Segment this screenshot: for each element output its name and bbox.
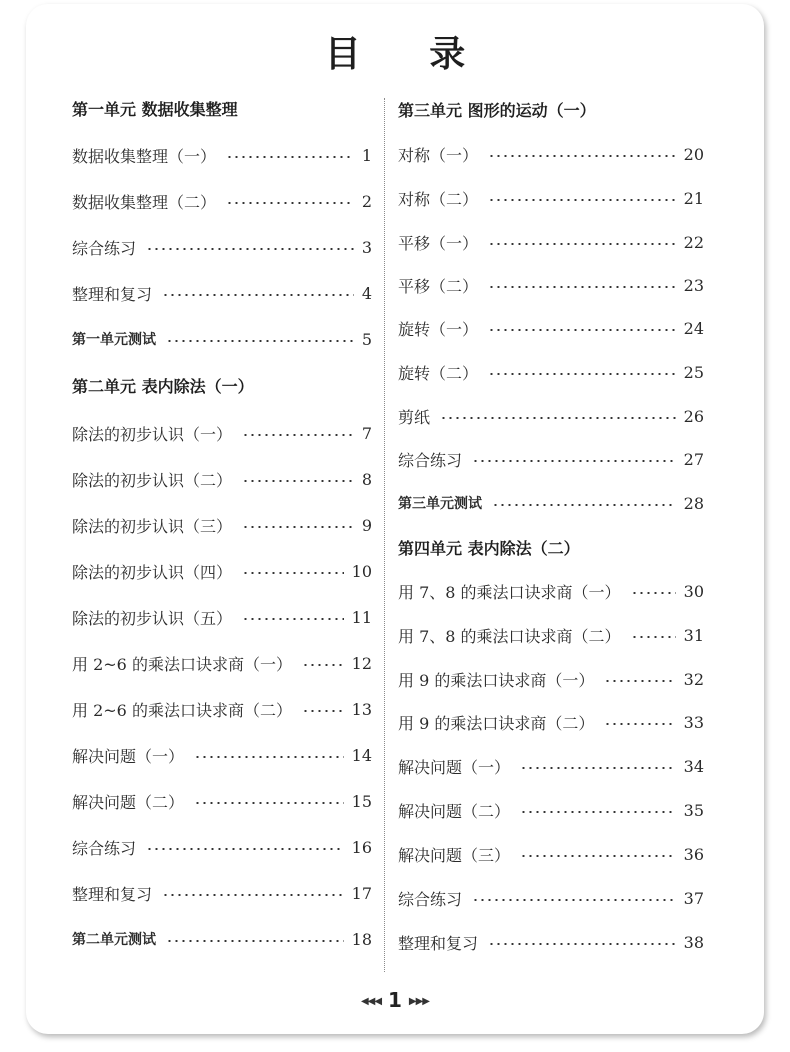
- toc-entry-title: 第二单元测试: [72, 932, 156, 948]
- toc-entry: [72, 142, 372, 168]
- toc-entry: [398, 929, 704, 955]
- toc-unit-heading: [398, 534, 704, 560]
- toc-entry-title: 数据收集整理（二）: [72, 192, 217, 212]
- toc-entry-title: 剪纸: [398, 407, 431, 427]
- toc-unit-heading: [398, 96, 704, 122]
- toc-entry-title: 解决问题（一）: [72, 746, 185, 766]
- page-number: 1: [388, 988, 402, 1012]
- toc-page-number: 4: [361, 283, 372, 303]
- dot-leader: [520, 811, 676, 813]
- dot-leader: [226, 156, 354, 158]
- toc-page-number: 16: [351, 837, 372, 857]
- toc-page-number: 3: [361, 237, 372, 257]
- toc-entry-title: 除法的初步认识（二）: [72, 470, 233, 490]
- toc-entry-title: 第一单元 数据收集整理: [72, 99, 238, 119]
- dot-leader: [488, 199, 676, 201]
- toc-entry-title: 对称（二）: [398, 189, 479, 209]
- toc-entry: [398, 666, 704, 692]
- toc-entry: [398, 272, 704, 298]
- toc-entry-title: 除法的初步认识（五）: [72, 608, 233, 628]
- toc-page-number: 12: [351, 653, 372, 673]
- toc-entry: [72, 188, 372, 214]
- toc-page-number: 37: [683, 888, 704, 908]
- toc-entry-title: 用 2~6 的乘法口诀求商（二）: [72, 700, 292, 720]
- toc-page-number: 11: [351, 607, 372, 627]
- toc-entry-title: 用 2~6 的乘法口诀求商（一）: [72, 654, 292, 674]
- toc-entry: [72, 696, 372, 722]
- dot-leader: [520, 855, 676, 857]
- toc-entry-title: 综合练习: [398, 450, 463, 470]
- column-divider: [384, 98, 385, 972]
- toc-page-number: 25: [683, 362, 704, 382]
- toc-page-number: 17: [351, 883, 372, 903]
- dot-leader: [472, 899, 676, 901]
- toc-entry: [72, 466, 372, 492]
- dot-leader: [242, 618, 344, 620]
- toc-entry-title: 综合练习: [72, 838, 137, 858]
- dot-leader: [302, 664, 344, 666]
- toc-entry-title: 解决问题（三）: [398, 845, 511, 865]
- toc-page-number: 22: [683, 232, 704, 252]
- toc-entry: [398, 797, 704, 823]
- toc-entry: [72, 512, 372, 538]
- toc-entry: [398, 359, 704, 385]
- toc-entry: [72, 650, 372, 676]
- toc-entry-title: 旋转（一）: [398, 319, 479, 339]
- toc-entry-title: 第三单元 图形的运动（一）: [398, 100, 596, 120]
- dot-leader: [492, 504, 676, 506]
- toc-entry-title: 用 7、8 的乘法口诀求商（二）: [398, 626, 621, 646]
- dot-leader: [604, 723, 675, 725]
- toc-entry: [398, 315, 704, 341]
- toc-page-number: 18: [351, 929, 372, 949]
- toc-page-number: 7: [361, 423, 372, 443]
- toc-entry: [398, 446, 704, 472]
- toc-entry: [72, 834, 372, 860]
- toc-entry-title: 解决问题（一）: [398, 757, 511, 777]
- toc-entry-title: 解决问题（二）: [398, 801, 511, 821]
- toc-page-number: 34: [683, 756, 704, 776]
- toc-entry: [398, 578, 704, 604]
- toc-entry: [72, 558, 372, 584]
- dot-leader: [488, 243, 676, 245]
- toc-entry-title: 用 9 的乘法口诀求商（一）: [398, 670, 595, 690]
- toc-entry: [72, 280, 372, 306]
- toc-entry-title: 数据收集整理（一）: [72, 146, 217, 166]
- toc-page-number: 21: [683, 188, 704, 208]
- toc-entry-title: 整理和复习: [398, 933, 479, 953]
- toc-entry: [398, 229, 704, 255]
- toc-entry-title: 第四单元 表内除法（二）: [398, 538, 580, 558]
- dot-leader: [488, 286, 676, 288]
- dot-leader: [631, 636, 676, 638]
- toc-entry: [398, 622, 704, 648]
- toc-entry: [398, 753, 704, 779]
- toc-entry: [398, 841, 704, 867]
- toc-entry: [398, 709, 704, 735]
- dot-leader: [604, 680, 675, 682]
- dot-leader: [520, 767, 676, 769]
- toc-entry: [72, 742, 372, 768]
- toc-page-number: 8: [361, 469, 372, 489]
- dot-leader: [488, 155, 676, 157]
- toc-page-number: 36: [683, 844, 704, 864]
- dot-leader: [226, 202, 354, 204]
- toc-entry-title: 平移（二）: [398, 276, 479, 296]
- toc-page-number: 9: [361, 515, 372, 535]
- prev-arrows-icon: ◀◀◀: [360, 996, 382, 1007]
- toc-page-number: 15: [351, 791, 372, 811]
- dot-leader: [488, 373, 676, 375]
- dot-leader: [242, 526, 354, 528]
- dot-leader: [194, 756, 344, 758]
- toc-entry: [72, 880, 372, 906]
- toc-entry-title: 第一单元测试: [72, 332, 156, 348]
- dot-leader: [162, 294, 354, 296]
- toc-entry: [72, 420, 372, 446]
- dot-leader: [166, 940, 344, 942]
- toc-unit-heading: [72, 95, 372, 121]
- toc-entry-title: 旋转（二）: [398, 363, 479, 383]
- toc-page-number: 32: [683, 669, 704, 689]
- toc-entry-title: 整理和复习: [72, 284, 153, 304]
- toc-unit-test-entry: [398, 490, 704, 516]
- toc-entry-title: 用 9 的乘法口诀求商（二）: [398, 713, 595, 733]
- dot-leader: [488, 329, 676, 331]
- toc-entry-title: 综合练习: [72, 238, 137, 258]
- dot-leader: [472, 460, 676, 462]
- toc-entry: [72, 788, 372, 814]
- toc-page-number: 1: [361, 145, 372, 165]
- toc-page-number: 5: [361, 329, 372, 349]
- toc-page-number: 26: [683, 406, 704, 426]
- toc-entry: [72, 234, 372, 260]
- toc-entry-title: 第三单元测试: [398, 496, 482, 512]
- dot-leader: [146, 248, 354, 250]
- toc-page-number: 27: [683, 449, 704, 469]
- toc-page-number: 13: [351, 699, 372, 719]
- toc-page-number: 33: [683, 712, 704, 732]
- toc-entry: [398, 403, 704, 429]
- toc-page-number: 10: [351, 561, 372, 581]
- toc-entry-title: 对称（一）: [398, 145, 479, 165]
- toc-page-number: 2: [361, 191, 372, 211]
- toc-page-number: 35: [683, 800, 704, 820]
- toc-entry: [398, 141, 704, 167]
- toc-entry-title: 整理和复习: [72, 884, 153, 904]
- next-arrows-icon: ▶▶▶: [408, 996, 429, 1007]
- toc-page-number: 38: [683, 932, 704, 952]
- dot-leader: [302, 710, 344, 712]
- toc-entry-title: 综合练习: [398, 889, 463, 909]
- toc-entry: [398, 885, 704, 911]
- toc-entry-title: 解决问题（二）: [72, 792, 185, 812]
- toc-unit-test-entry: [72, 926, 372, 952]
- toc-entry-title: 第二单元 表内除法（一）: [72, 376, 254, 396]
- toc-page-number: 30: [683, 581, 704, 601]
- toc-entry-title: 平移（一）: [398, 233, 479, 253]
- toc-entry-title: 用 7、8 的乘法口诀求商（一）: [398, 582, 621, 602]
- page-footer: [0, 988, 790, 1012]
- dot-leader: [146, 848, 344, 850]
- page-title: 目 录: [324, 34, 494, 75]
- dot-leader: [242, 572, 344, 574]
- dot-leader: [488, 943, 676, 945]
- toc-page-number: 31: [683, 625, 704, 645]
- toc-entry-title: 除法的初步认识（四）: [72, 562, 233, 582]
- toc-unit-heading: [72, 372, 372, 398]
- dot-leader: [194, 802, 344, 804]
- toc-page-number: 24: [683, 318, 704, 338]
- toc-page-number: 23: [683, 275, 704, 295]
- dot-leader: [166, 340, 354, 342]
- toc-entry-title: 除法的初步认识（一）: [72, 424, 233, 444]
- dot-leader: [440, 417, 676, 419]
- dot-leader: [242, 434, 354, 436]
- toc-page-number: 20: [683, 144, 704, 164]
- dot-leader: [162, 894, 344, 896]
- toc-entry-title: 除法的初步认识（三）: [72, 516, 233, 536]
- toc-entry: [398, 185, 704, 211]
- dot-leader: [242, 480, 354, 482]
- toc-entry: [72, 604, 372, 630]
- toc-page-number: 28: [683, 493, 704, 513]
- dot-leader: [631, 592, 676, 594]
- toc-page-number: 14: [351, 745, 372, 765]
- toc-unit-test-entry: [72, 326, 372, 352]
